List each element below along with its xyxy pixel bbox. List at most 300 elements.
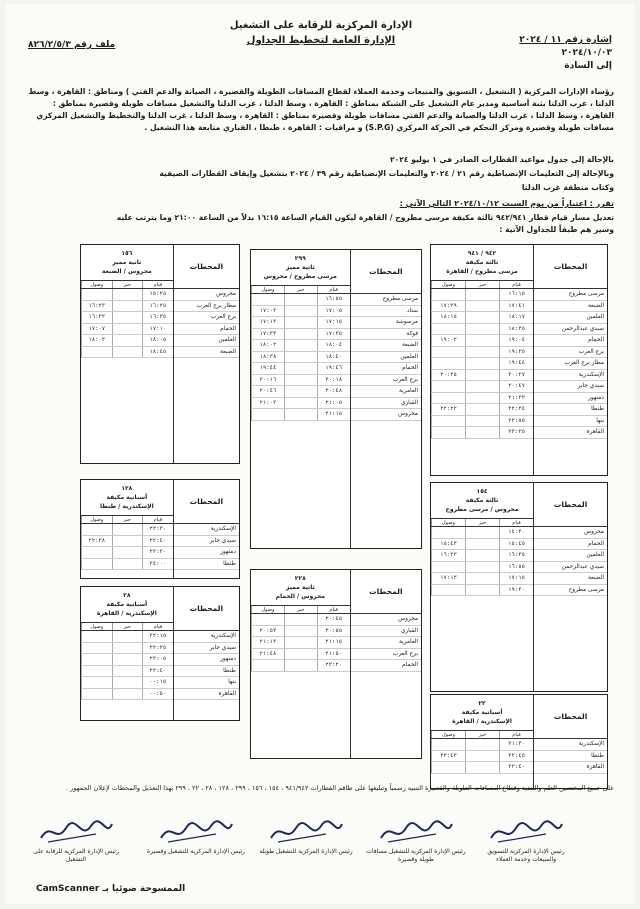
table-row (251, 352, 350, 364)
stations-column (350, 250, 421, 548)
train-header (81, 480, 173, 516)
table-row (81, 312, 173, 324)
dep-time: ٢٠:٤٧ (499, 381, 533, 392)
stations-column (173, 480, 239, 578)
station-name: سيدي عبدالرحمن (561, 563, 604, 570)
table-row (534, 416, 607, 428)
signature (476, 816, 576, 871)
time-subheader (81, 623, 173, 631)
wait-time (465, 289, 499, 300)
arr-label: وصول (431, 519, 465, 526)
table-row (351, 317, 421, 329)
arr-time: ١٦:٣٣ (81, 312, 112, 323)
table-row (351, 386, 421, 398)
station-name: القاهرة (218, 690, 236, 697)
station-name: فوكة (406, 330, 418, 337)
arr-time: ٢٠:٤٦ (251, 386, 284, 397)
dep-time: ٢٢:٢٥ (142, 643, 173, 654)
arr-time (81, 677, 112, 688)
dep-time: ٢٠:٤٨ (317, 386, 350, 397)
camscanner-watermark: CamScanner الممسوحة ضوئيا بـ (36, 884, 186, 894)
station-name: محروس (584, 529, 604, 535)
dep-time: ٠٠:١٥ (142, 677, 173, 688)
wait-time (465, 416, 499, 427)
stations-column (533, 245, 607, 475)
station-name: دمنهور (220, 549, 236, 555)
station-name: العامرية (399, 388, 418, 394)
arr-time (81, 643, 112, 654)
wait-time (465, 301, 499, 312)
table-row (174, 689, 239, 701)
train-header (81, 587, 173, 623)
signature-scribble-icon (266, 816, 346, 846)
wait-label: حيز (465, 281, 499, 288)
dep-label: قيام (142, 623, 173, 630)
table-row (534, 312, 607, 324)
signature-title: رئيس الإدارة المركزية للرقابة على التشغيل (33, 848, 119, 863)
wait-label: حيز (112, 516, 143, 523)
signature-scribble-icon (376, 816, 456, 846)
arr-time: ١٨:١٥ (431, 312, 465, 323)
train-route: محروس / الضبعة (101, 268, 152, 275)
train-number: ٢٨ (123, 592, 131, 599)
arr-label: وصول (431, 731, 465, 738)
table-row (534, 562, 607, 574)
arr-time (81, 689, 112, 700)
dep-time: ١٨:١٧ (499, 312, 533, 323)
reference-number: إشارة رقم ١١ / ٢٠٢٤ (519, 35, 612, 45)
dep-label: قيام (499, 731, 533, 738)
stations-header: المحطات (174, 587, 239, 631)
wait-time (284, 317, 317, 328)
station-name: الحمام (402, 365, 418, 371)
table-row (351, 626, 421, 638)
wait-label: حيز (112, 623, 143, 630)
reference-line-1: بالإحالة إلى جدول مواعيد القطارات الصادر في ١ يوليو ٢٠٢٤ (390, 155, 614, 164)
footer-instructions: على جميع المختصين العلم والتنفيذ وقطاع المسافات الطويلة والقصيرة التنبيه رسمياً وتبليغها على طاقم القطارات ٩٤١/٩٤٢ ، ١٥٤ ، ١٥٦ ، ٢٩٩ ، ١٢٨ ، ٢٨ ، ٢٢ ، ٢٩٩ بهذا التعديل والمحطات لإعلان الجمهور . (66, 784, 614, 792)
dep-time: ١٤:٣٠ (499, 527, 533, 538)
station-name: دمنهور (588, 394, 604, 401)
table-row (351, 375, 421, 387)
train-route: الإسكندرية / القاهرة (452, 718, 512, 725)
arr-time: ٢٠:١٦ (251, 375, 284, 386)
table-row (81, 524, 173, 536)
train-class: ثالثة مكيفة (465, 259, 499, 266)
dep-time: ٢١:١٥ (317, 637, 350, 648)
arr-time (81, 547, 112, 558)
station-name: الحمام (588, 540, 604, 547)
table-row (251, 660, 350, 672)
dep-time: ٢٢:٢٠ (317, 660, 350, 671)
table-row (534, 381, 607, 393)
arr-time: ١٩:٠٢ (431, 335, 465, 346)
station-name: بنها (596, 417, 604, 424)
arr-time (431, 324, 465, 335)
table-row (251, 626, 350, 638)
station-name: العلمين (586, 552, 604, 558)
station-name: بنها (228, 679, 236, 685)
dep-time: ٢٠:١٨ (317, 375, 350, 386)
train-class: ثانية مميز (285, 584, 315, 591)
table-row (431, 358, 533, 370)
station-name: برج العرب (392, 650, 418, 657)
table-row (431, 573, 533, 585)
times-column (81, 480, 173, 578)
station-name: الحمام (588, 337, 604, 343)
train-route: محروس / مرسى مطروح (445, 506, 519, 513)
station-name: طنطا (223, 667, 236, 674)
table-row (81, 689, 173, 701)
dep-time: ٢٢:٢٤ (499, 404, 533, 415)
dep-time: ١٨:٤٠ (317, 352, 350, 363)
wait-time (284, 386, 317, 397)
station-name: القباري (400, 627, 418, 634)
table-row (351, 306, 421, 318)
wait-label: حيز (112, 281, 143, 288)
station-name: القاهرة (586, 429, 604, 435)
wait-time (465, 527, 499, 538)
train-class: ثانية مميز (285, 264, 315, 271)
station-name: العلمين (218, 337, 236, 343)
stations-header: المحطات (174, 480, 239, 524)
table-row (251, 637, 350, 649)
signature (26, 816, 126, 871)
wait-time (465, 539, 499, 550)
document-page (6, 4, 634, 904)
dep-time: ٢٣:٠٥ (142, 654, 173, 665)
dep-time: ١٨:٢٥ (499, 324, 533, 335)
arr-time: ٢٢:٢٢ (431, 404, 465, 415)
times-column (81, 587, 173, 720)
wait-time (284, 649, 317, 660)
table-row (251, 614, 350, 626)
table-row (251, 386, 350, 398)
wait-label: حيز (284, 286, 317, 293)
dep-time: ٢٢:٤٠ (142, 536, 173, 547)
stations-header: المحطات (351, 570, 421, 614)
schedule-table (80, 479, 240, 579)
wait-time (112, 324, 143, 335)
dep-label: قيام (142, 516, 173, 523)
arr-time: ١٧:٣٩ (431, 301, 465, 312)
arr-label: وصول (431, 281, 465, 288)
table-row (534, 539, 607, 551)
table-row (81, 631, 173, 643)
table-row (431, 347, 533, 359)
table-row (174, 666, 239, 678)
stations-column (350, 570, 421, 758)
wait-time (465, 393, 499, 404)
signature (366, 816, 466, 871)
arr-time (251, 614, 284, 625)
arr-time: ١٨:٠٢ (251, 340, 284, 351)
station-name: الحمام (402, 662, 418, 668)
arr-time: ٢١:٠٣ (251, 398, 284, 409)
table-row (431, 562, 533, 574)
dep-time: ٢١:١٥ (317, 409, 350, 420)
station-name: الضبعة (587, 302, 604, 309)
train-number: ٢٢ (478, 700, 486, 707)
table-row (534, 289, 607, 301)
times-column (431, 695, 533, 788)
arr-label: وصول (251, 286, 284, 293)
train-number: ٩٤٢ / ٩٤١ (467, 250, 497, 257)
train-header (431, 695, 533, 731)
station-name: الضبعة (401, 342, 418, 348)
station-name: سيدي جابر (209, 537, 236, 544)
table-row (174, 301, 239, 313)
wait-time (284, 409, 317, 420)
table-row (534, 762, 607, 774)
dep-time: ٢٣:٣٥ (499, 427, 533, 438)
table-row (81, 335, 173, 347)
dep-time: ٢٠:٤٥ (317, 614, 350, 625)
wait-label: حيز (465, 731, 499, 738)
signature-title: رئيس الإدارة المركزية للتسويق والمبيعات وخدمة العملاء (487, 848, 565, 863)
table-row (534, 585, 607, 597)
decision-detail: تعديل مسار قيام قطار ٩٤٢/٩٤١ ثالثة مكيفة مرسى مطروح / القاهرة ليكون القيام الساعة ١٦:١٥ بدلاً من الساعة ٢١:٠٠ وما يترتب عليه (116, 213, 614, 222)
table-row (431, 324, 533, 336)
wait-time (284, 637, 317, 648)
table-row (431, 381, 533, 393)
wait-time (284, 375, 317, 386)
table-row (431, 301, 533, 313)
signature (146, 816, 246, 871)
wait-label: حيز (465, 519, 499, 526)
time-subheader (81, 281, 173, 289)
stations-column (533, 483, 607, 691)
dep-time: ١٩:٠٤ (499, 335, 533, 346)
table-row (174, 536, 239, 548)
table-row (431, 762, 533, 774)
stations-column (173, 245, 239, 463)
table-row (431, 370, 533, 382)
dep-time: ١٨:٠٤ (317, 340, 350, 351)
dep-time: ١٧:١٠ (142, 324, 173, 335)
sub-department-name: الإدارة العامة لتخطيط الجداول (246, 35, 396, 46)
table-row (251, 329, 350, 341)
table-row (431, 550, 533, 562)
table-row (81, 547, 173, 559)
arr-time (251, 409, 284, 420)
table-row (81, 677, 173, 689)
wait-time (465, 550, 499, 561)
wait-time (112, 547, 143, 558)
wait-time (112, 289, 143, 300)
stations-column (533, 695, 607, 788)
addressee: إلى السادة (564, 61, 612, 71)
table-row (81, 559, 173, 571)
dep-time: ١٦:١٥ (499, 289, 533, 300)
table-row (174, 289, 239, 301)
arr-time (81, 654, 112, 665)
arr-time: ١٧:٠٣ (251, 306, 284, 317)
station-name: برج العرب (210, 314, 236, 320)
arr-time: ١٧:٣٣ (251, 329, 284, 340)
stations-header: المحطات (534, 483, 607, 527)
station-name: العلمين (400, 353, 418, 360)
arr-time (431, 358, 465, 369)
wait-time (284, 329, 317, 340)
dep-time: ٢٢:١٥ (142, 631, 173, 642)
signature-scribble-icon (486, 816, 566, 846)
arr-time: ١٧:١٣ (431, 573, 465, 584)
wait-time (112, 689, 143, 700)
table-row (431, 527, 533, 539)
wait-time (465, 585, 499, 596)
dep-time: ٢٤:٠٠ (142, 559, 173, 570)
wait-time (112, 631, 143, 642)
schedule-table (430, 244, 608, 476)
dep-time: ٢١:٣٢ (499, 393, 533, 404)
dep-time: ١٨:٤٥ (142, 347, 173, 358)
table-row (351, 637, 421, 649)
table-row (351, 398, 421, 410)
arr-time (81, 631, 112, 642)
station-name: العامرية (399, 639, 418, 645)
arr-time (251, 294, 284, 305)
station-name: طنطا (591, 752, 604, 759)
signature-scribble-icon (156, 816, 236, 846)
station-name: العلمين (586, 314, 604, 320)
dep-time: ١٨:٠٥ (142, 335, 173, 346)
wait-time (465, 370, 499, 381)
table-row (174, 312, 239, 324)
table-row (431, 416, 533, 428)
train-number: ١٥٤ (476, 488, 488, 495)
table-row (431, 751, 533, 763)
wait-time (465, 751, 499, 762)
arr-time (431, 739, 465, 750)
table-row (174, 654, 239, 666)
dep-time: ١٥:٤٥ (499, 539, 533, 550)
train-number: ١٥٦ (121, 250, 133, 257)
time-subheader (251, 286, 350, 294)
station-name: القباري (400, 399, 418, 406)
station-name: برج العرب (578, 348, 604, 355)
signature-scribble-icon (36, 816, 116, 846)
wait-time (284, 294, 317, 305)
table-row (174, 335, 239, 347)
station-name: طنطا (591, 406, 604, 412)
wait-time (465, 404, 499, 415)
wait-time (112, 312, 143, 323)
arr-time (81, 559, 112, 570)
dep-time: ٢١:٥٠ (317, 649, 350, 660)
schedule-table (430, 694, 608, 789)
table-row (351, 352, 421, 364)
dep-label: قيام (317, 286, 350, 293)
arr-time: ١٥:٤٣ (431, 539, 465, 550)
wait-time (465, 762, 499, 773)
train-number: ١٢٨ (121, 485, 133, 492)
table-row (534, 301, 607, 313)
train-route: مرسى مطروح / محروس (263, 273, 337, 280)
table-row (431, 404, 533, 416)
schedule-table (250, 249, 422, 549)
table-row (251, 363, 350, 375)
dep-time: ١٦:٥٥ (499, 562, 533, 573)
arr-time (81, 347, 112, 358)
wait-time (465, 427, 499, 438)
letter-header (6, 12, 634, 72)
train-header (431, 483, 533, 519)
station-name: القاهرة (586, 764, 604, 770)
arr-time (81, 524, 112, 535)
station-name: دمنهور (220, 656, 236, 662)
table-row (251, 649, 350, 661)
dep-time: ١٩:٤٦ (317, 363, 350, 374)
arr-time (431, 427, 465, 438)
dep-time: ١٥:٢٥ (142, 289, 173, 300)
dep-label: قيام (499, 519, 533, 526)
wait-time (112, 524, 143, 535)
table-row (431, 393, 533, 405)
table-row (431, 739, 533, 751)
arr-label: وصول (81, 623, 112, 630)
table-row (534, 427, 607, 439)
schedule-table (80, 586, 240, 721)
dep-time: ١٩:٤٤ (499, 358, 533, 369)
dep-time: ٠٠:٥٠ (142, 689, 173, 700)
header-reference (519, 34, 612, 73)
train-route: الإسكندرية / طنطا (99, 503, 154, 510)
arr-time: ٢٠:٢٥ (431, 370, 465, 381)
arr-time (431, 381, 465, 392)
wait-time (465, 335, 499, 346)
table-row (534, 347, 607, 359)
wait-time (284, 352, 317, 363)
table-row (351, 329, 421, 341)
table-row (174, 559, 239, 571)
table-row (174, 677, 239, 689)
time-subheader (431, 519, 533, 527)
wait-time (112, 654, 143, 665)
table-row (534, 404, 607, 416)
wait-time (465, 381, 499, 392)
dep-label: قيام (142, 281, 173, 288)
table-row (251, 317, 350, 329)
dep-time: ٢٣:٢٠ (142, 547, 173, 558)
time-subheader (431, 281, 533, 289)
table-row (534, 370, 607, 382)
table-row (431, 539, 533, 551)
train-route: الإسكندرية / القاهرة (96, 610, 157, 617)
arr-time (81, 666, 112, 677)
station-name: الإسكندرية (578, 371, 604, 378)
arr-time: ١٩:٤٤ (251, 363, 284, 374)
table-row (534, 527, 607, 539)
arr-time: ١٦:٣٣ (431, 550, 465, 561)
arr-time: ١٦:٢٣ (81, 301, 112, 312)
stations-column (173, 587, 239, 720)
table-row (351, 294, 421, 306)
arr-time: ٢٠:٥٣ (251, 626, 284, 637)
station-name: الضبعة (587, 575, 604, 581)
table-row (81, 536, 173, 548)
table-row (431, 312, 533, 324)
wait-time (465, 358, 499, 369)
schedule-table (80, 244, 240, 464)
table-row (251, 398, 350, 410)
header-center (206, 18, 436, 48)
dep-time: ٢٢:٥٥ (499, 416, 533, 427)
station-name: مطار برج العرب (196, 302, 236, 309)
signature-title: رئيس الإدارة المركزية للتشغيل طويلة (259, 848, 353, 855)
time-subheader (251, 606, 350, 614)
arr-time: ٢١:٤٨ (251, 649, 284, 660)
station-name: محروس (398, 411, 418, 417)
